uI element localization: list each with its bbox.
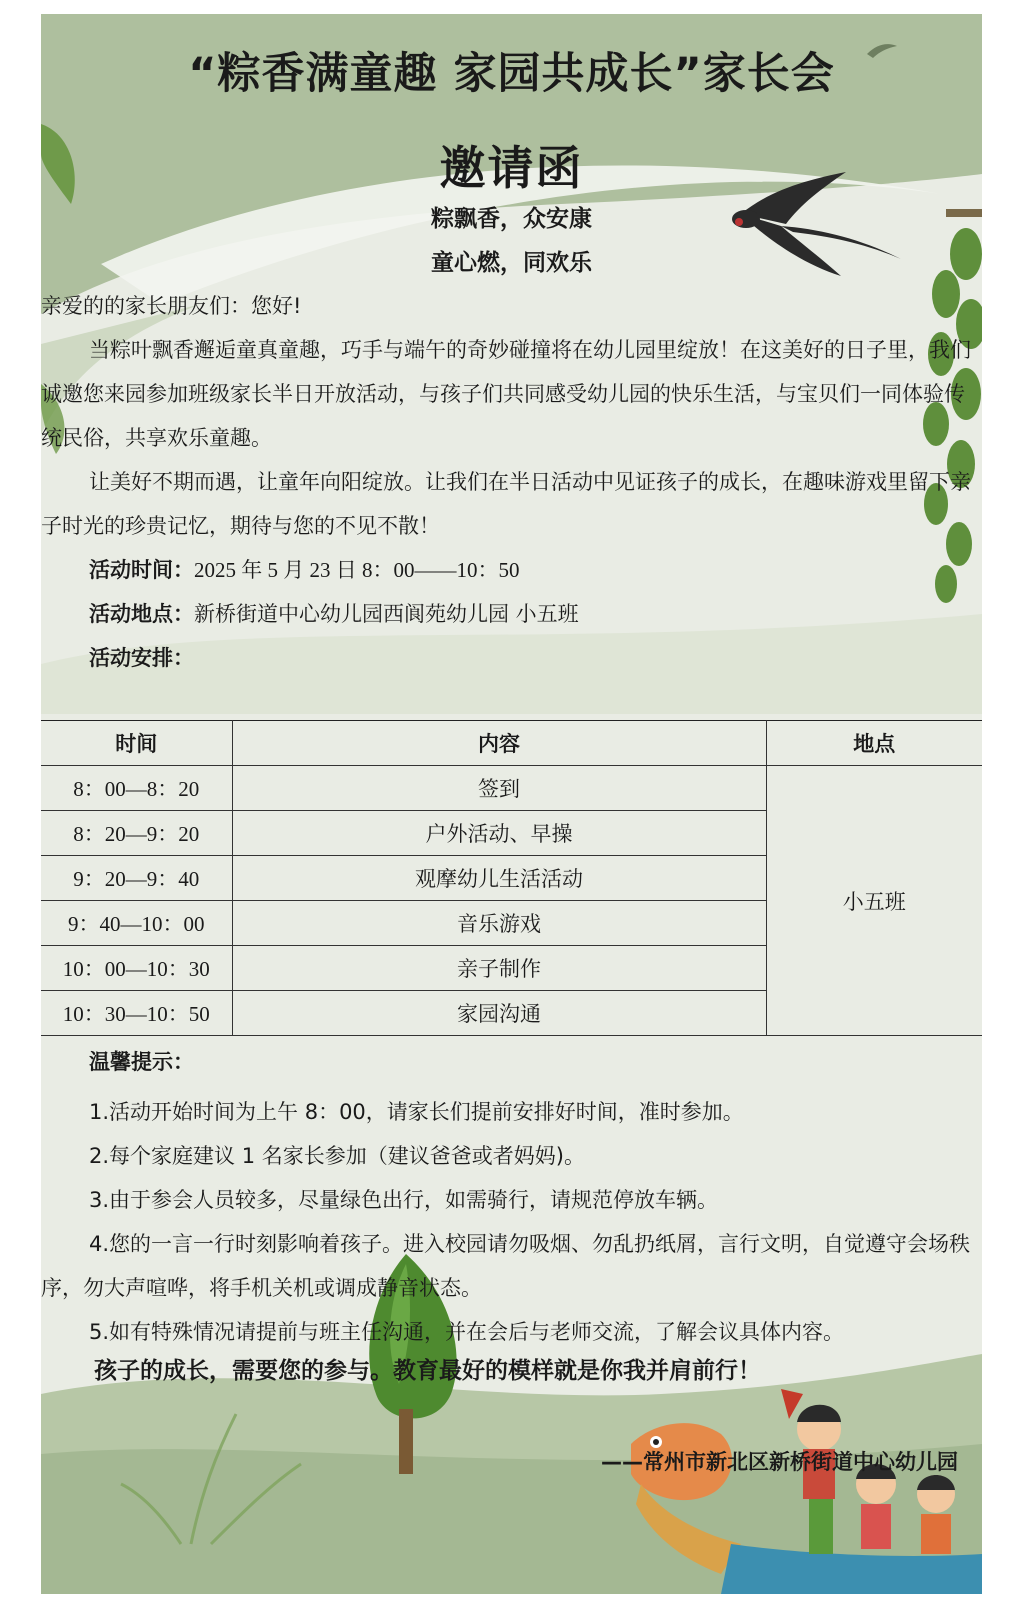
slogan-line-2: 童心燃，同欢乐 xyxy=(431,250,592,276)
body-paragraph-2: 让美好不期而遇，让童年向阳绽放。让我们在半日活动中见证孩子的成长，在趣味游戏里留下亲子时光的珍贵记忆，期待与您的不见不散！ xyxy=(41,470,971,538)
activity-place-value: 新桥街道中心幼儿园西阆苑幼儿园 小五班 xyxy=(194,602,579,626)
invitation-heading: 邀请函 xyxy=(439,141,584,195)
signature: ——常州市新北区新桥街道中心幼儿园 xyxy=(601,1450,958,1474)
row-content: 亲子制作 xyxy=(232,946,766,991)
column-header-location: 地点 xyxy=(766,721,982,766)
tip-item: 2.每个家庭建议 1 名家长参加（建议爸爸或者妈妈)。 xyxy=(89,1144,585,1168)
row-content: 观摩幼儿生活活动 xyxy=(232,856,766,901)
column-header-time: 时间 xyxy=(41,721,232,766)
body-paragraph-1: 当粽叶飘香邂逅童真童趣，巧手与端午的奇妙碰撞将在幼儿园里绽放！在这美好的日子里，我们诚邀您来园参加班级家长半日开放活动，与孩子们共同感受幼儿园的快乐生活，与宝贝们一同体验传统民俗，共享欢乐童趣。 xyxy=(41,338,971,450)
activity-schedule xyxy=(89,636,969,680)
tip-item: 1.活动开始时间为上午 8：00，请家长们提前安排好时间，准时参加。 xyxy=(89,1100,744,1124)
row-content: 户外活动、早操 xyxy=(232,811,766,856)
page-title: “粽香满童趣 家园共成长”家长会 xyxy=(188,49,835,99)
activity-time-value: 2025 年 5 月 23 日 8：00——10：50 xyxy=(194,558,520,582)
row-time: 8：00—8：20 xyxy=(41,766,232,811)
activity-schedule-label: 活动安排： xyxy=(89,646,194,670)
row-time: 10：00—10：30 xyxy=(41,946,232,991)
table-row xyxy=(41,766,982,811)
row-content: 音乐游戏 xyxy=(232,901,766,946)
activity-time-label: 活动时间： xyxy=(89,558,194,582)
row-content: 签到 xyxy=(232,766,766,811)
table-header-row xyxy=(41,721,982,766)
row-time: 9：40—10：00 xyxy=(41,901,232,946)
tip-item: 5.如有特殊情况请提前与班主任沟通，并在会后与老师交流，了解会议具体内容。 xyxy=(89,1320,845,1344)
row-location: 小五班 xyxy=(766,766,982,1036)
schedule-table xyxy=(41,720,982,1036)
tips-heading: 温馨提示： xyxy=(89,1050,194,1074)
invitation-content xyxy=(41,14,982,1594)
row-time: 9：20—9：40 xyxy=(41,856,232,901)
slogan-line-1: 粽飘香，众安康 xyxy=(431,206,592,232)
invitation-poster xyxy=(41,14,982,1594)
activity-place-label: 活动地点： xyxy=(89,602,194,626)
greeting: 亲爱的的家长朋友们：您好! xyxy=(41,294,302,318)
closing-statement: 孩子的成长，需要您的参与。教育最好的模样就是你我并肩前行！ xyxy=(94,1358,761,1384)
row-time: 8：20—9：20 xyxy=(41,811,232,856)
row-time: 10：30—10：50 xyxy=(41,991,232,1036)
activity-time xyxy=(89,548,969,592)
column-header-content: 内容 xyxy=(232,721,766,766)
tip-item: 3.由于参会人员较多，尽量绿色出行，如需骑行，请规范停放车辆。 xyxy=(89,1188,719,1212)
activity-place xyxy=(89,592,969,636)
row-content: 家园沟通 xyxy=(232,991,766,1036)
tip-item: 4.您的一言一行时刻影响着孩子。进入校园请勿吸烟、勿乱扔纸屑，言行文明，自觉遵守会场秩序，勿大声喧哗，将手机关机或调成静音状态。 xyxy=(41,1232,971,1300)
